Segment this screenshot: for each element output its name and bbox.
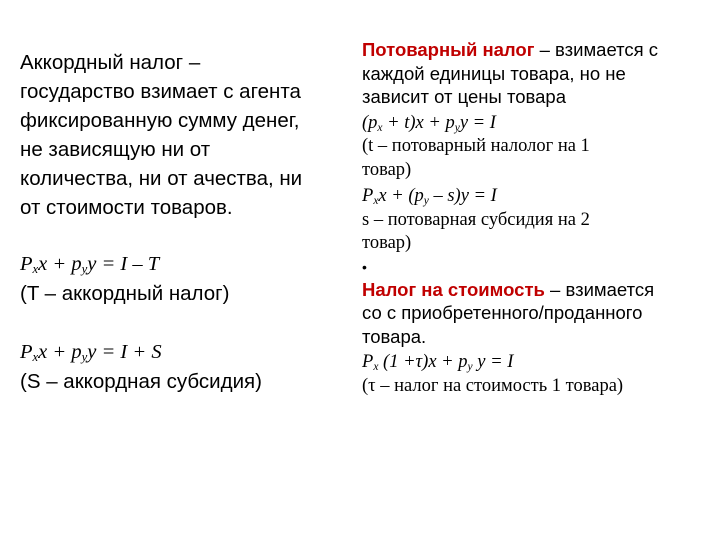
- lump-sum-tax-definition: [20, 48, 340, 222]
- equation-note: (t – потоварный налолог на 1: [362, 136, 590, 156]
- eq-subscript: x: [373, 194, 379, 207]
- text-line: от стоимости товаров.: [20, 196, 233, 219]
- text-line: – взимается: [544, 278, 655, 300]
- text-line: каждой единицы товара, но не: [362, 62, 626, 84]
- eq-symbol: (p: [362, 112, 378, 133]
- unit-tax-title: Потоварный налог: [362, 39, 535, 60]
- equation-note: (τ – налог на стоимость 1 товара): [362, 375, 624, 396]
- eq-subscript: y: [423, 194, 429, 207]
- text-line: государство взимает с агента: [20, 80, 301, 103]
- equation-note: (T – аккордный налог): [20, 282, 230, 305]
- eq-subscript: y: [467, 360, 473, 373]
- eq-subscript: y: [81, 262, 88, 277]
- text-line: фиксированную сумму денег,: [20, 109, 300, 132]
- text-line: – взимается с: [534, 39, 659, 60]
- eq-subscript: x: [377, 121, 383, 134]
- eq-symbol: P: [20, 253, 33, 275]
- text-line: со с приобретенного/проданного: [362, 302, 643, 323]
- budget-equation-value-tax: [362, 351, 707, 375]
- budget-equation-lump-tax: [20, 250, 340, 279]
- text-line: товара.: [362, 325, 427, 347]
- eq-symbol: y = I + S: [87, 341, 162, 363]
- budget-equation-unit-tax: [362, 112, 707, 136]
- eq-subscript: y: [81, 350, 88, 365]
- text-line: количества, ни от ачества, ни: [20, 167, 303, 190]
- text-line: зависит от цены товара: [362, 86, 566, 107]
- budget-equation-lump-subsidy: [20, 338, 340, 367]
- eq-symbol: P: [20, 341, 33, 363]
- value-tax-title: Налог на стоимость: [362, 278, 545, 300]
- right-column: [362, 38, 707, 398]
- text-line: не зависящую ни от: [20, 138, 211, 161]
- eq-symbol: x + p: [38, 341, 82, 363]
- text-line: Аккордный налог –: [20, 51, 201, 74]
- eq-subscript: x: [32, 262, 39, 277]
- text-line: s – потоварная субсидия на 2: [362, 209, 590, 230]
- equation-note: товар): [362, 159, 412, 180]
- eq-symbol: + t)x + p: [382, 112, 455, 133]
- eq-symbol: – s)y = I: [428, 186, 497, 206]
- text-line: товар): [362, 233, 412, 253]
- eq-symbol: (1 +τ)x + p: [378, 352, 468, 372]
- equation-note: (S – аккордная субсидия): [20, 370, 262, 393]
- eq-symbol: x + p: [38, 253, 82, 275]
- eq-symbol: P: [362, 352, 374, 372]
- budget-equation-unit-subsidy: [362, 185, 707, 209]
- eq-symbol: y = I – T: [87, 253, 160, 275]
- left-column: [20, 48, 340, 396]
- bullet: •: [362, 258, 367, 275]
- eq-symbol: x + (p: [378, 186, 424, 206]
- eq-subscript: x: [373, 360, 379, 373]
- eq-subscript: y: [454, 121, 460, 134]
- eq-symbol: y = I: [459, 112, 496, 133]
- eq-subscript: x: [32, 350, 39, 365]
- eq-symbol: P: [362, 186, 374, 206]
- eq-symbol: y = I: [472, 352, 514, 372]
